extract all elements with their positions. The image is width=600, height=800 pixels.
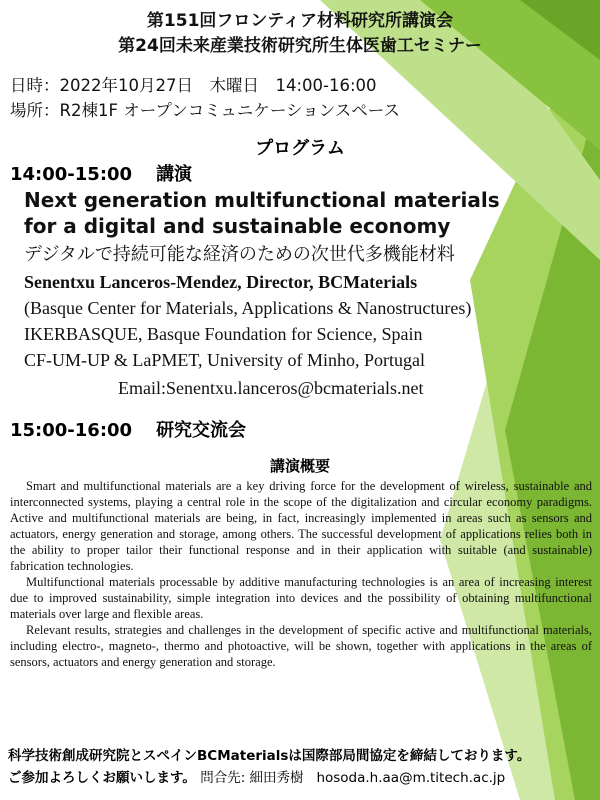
title-line-1: 第151回フロンティア材料研究所講演会 [146,11,454,31]
talk-title-en-line1: Next generation multifunctional materials [24,188,500,212]
session2-time-row [10,416,246,442]
session2-time: 15:00-16:00 [10,420,133,441]
affiliation-3: CF-UM-UP & LaPMET, University of Minho, Portugal [24,350,425,370]
contact-label: 問合先: 細田秀樹 [200,770,304,786]
program-heading: プログラム [255,138,345,159]
affiliation-1: (Basque Center for Materials, Applications & Nanostructures) [24,298,472,318]
speaker-name: Senentxu Lanceros-Mendez, Director, BCMaterials [24,272,418,292]
footer-agreement-note: 科学技術創成研究院とスペインBCMaterialsは国際部局間協定を締結しております。 [8,748,531,764]
date-value: 2022年10月27日 木曜日 14:00-16:00 [59,76,377,95]
abstract-paragraph-3: Relevant results, strategies and challenges in the development of specific active and multifunctional materials, including electro-, magneto-, thermo and photoactive, will be shown, together with applications in the areas of sensors, actuators and energy generation and storage. [10,623,592,669]
place-label: 場所： [10,101,60,120]
session1-time-row [10,160,192,186]
title-line-2: 第24回未来産業技術研究所生体医歯工セミナー [118,36,482,56]
abstract-paragraph-1: Smart and multifunctional materials are a key driving force for the development of wireless, sustainable and interconnected systems, playing a central role in the scope of the digitalization and circular economy paradigms. Active and multifunctional materials are being, in fact, increasingly implemented in areas such as sensors and actuators, energy generation and storage, among others. The successful development of applications relies both in the ability to proper tailor their functional response and in their application with suitable (and sustainable) fabrication technologies. [10,479,592,573]
footer-contact-line [8,766,505,786]
date-line [10,72,377,96]
session2-kind: 研究交流会 [156,420,247,441]
talk-title-en-line2: for a digital and sustainable economy [24,214,451,238]
session1-kind: 講演 [156,164,193,185]
abstract-paragraph-2: Multifunctional materials processable by additive manufacturing technologies is an area of increasing interest due to improved sustainability, simple integration into devices and the possibility of obtaining multifunctional materials over large and flexible areas. [10,575,592,621]
speaker-email: Email:Senentxu.lanceros@bcmaterials.net [118,378,424,398]
place-line [10,97,400,121]
contact-email[interactable]: hosoda.h.aa@m.titech.ac.jp [316,770,506,786]
affiliation-2: IKERBASQUE, Basque Foundation for Science, Spain [24,324,423,344]
footer-request: ご参加よろしくお願いします。 [8,770,196,786]
abstract-heading: 講演概要 [269,457,330,475]
place-value: R2棟1F オープンコミュニケーションスペース [59,101,400,120]
talk-title-jp: デジタルで持続可能な経済のための次世代多機能材料 [24,244,455,265]
date-label: 日時： [10,76,60,95]
abstract-body [10,478,592,670]
session1-time: 14:00-15:00 [10,164,133,185]
